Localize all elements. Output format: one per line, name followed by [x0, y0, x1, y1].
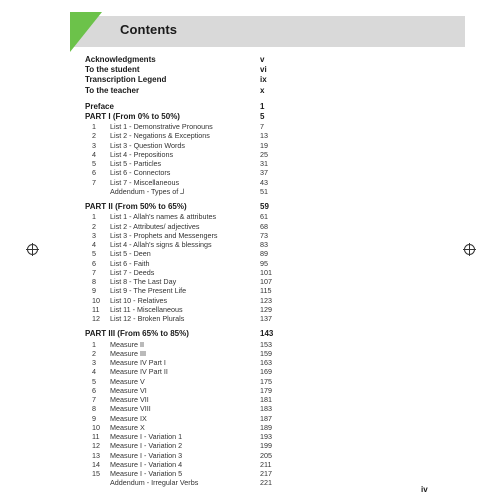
toc-row-page: 211: [260, 459, 272, 469]
page-number: iv: [421, 485, 428, 494]
toc-row: [0, 55, 500, 65]
toc-row-title: Measure V: [110, 376, 145, 386]
toc-row-page: 217: [260, 469, 272, 479]
toc-row-title: Acknowledgments: [85, 55, 156, 64]
toc-row-title: Transcription Legend: [85, 75, 167, 85]
toc-row-page: 115: [260, 286, 272, 296]
toc-row: [0, 65, 500, 75]
toc-row: [0, 75, 500, 85]
toc-row-page: 59: [260, 202, 269, 212]
toc-row-title: Measure IV Part II: [110, 367, 168, 377]
toc-row-page: 19: [260, 140, 268, 150]
toc-row-number: 6: [92, 258, 96, 268]
toc-row-title: Measure I - Variation 4: [110, 459, 183, 469]
toc-row: [0, 102, 500, 112]
toc-row-page: 25: [260, 149, 268, 159]
toc-row-title: Preface: [85, 101, 114, 111]
toc-row: [0, 86, 500, 96]
toc-row-number: 8: [92, 404, 96, 414]
toc-row-page: 137: [260, 314, 272, 324]
toc-row-page: vi: [260, 65, 267, 75]
toc-row-page: 31: [260, 159, 268, 169]
toc-row-title: Measure VI: [110, 385, 147, 395]
toc-row-title: List 3 - Prophets and Messengers: [110, 230, 218, 240]
toc-row-page: 107: [260, 277, 272, 287]
toc-row-number: 13: [92, 450, 100, 460]
toc-row-title: List 4 - Prepositions: [110, 149, 174, 159]
toc-row-number: 9: [92, 286, 96, 296]
toc-row-title: Measure IX: [110, 413, 147, 423]
toc-row-page: 68: [260, 221, 268, 231]
toc-row-title: List 1 - Allah's names & attributes: [110, 212, 217, 222]
toc-row-title: Measure I - Variation 3: [110, 450, 183, 460]
toc-row-title: PART II (From 50% to 65%): [85, 202, 187, 212]
toc-row-page: 89: [260, 249, 268, 259]
toc-row-title: List 5 - Particles: [110, 159, 162, 169]
toc-row-page: 153: [260, 339, 272, 349]
toc-row-title: List 1 - Demonstrative Pronouns: [110, 122, 213, 132]
toc-row-number: 12: [92, 314, 100, 324]
toc-row-title: Measure IV Part I: [110, 358, 166, 368]
toc-row-page: 129: [260, 304, 272, 314]
toc-row-title: List 2 - Attributes/ adjectives: [110, 221, 200, 231]
toc-row-title: PART III (From 65% to 85%): [85, 329, 189, 339]
toc-row-number: 15: [92, 469, 100, 479]
toc-row-title: Measure II: [110, 339, 144, 349]
toc-row-title: List 12 - Broken Plurals: [110, 314, 185, 324]
toc-row-title: List 3 - Question Words: [110, 140, 185, 150]
toc-row-title: Addendum - Irregular Verbs: [110, 478, 199, 488]
toc-row-title: To the student: [85, 65, 140, 75]
toc-row-number: 1: [92, 339, 96, 349]
toc-row-number: 12: [92, 441, 100, 451]
toc-row-number: 5: [92, 159, 96, 169]
toc-row-page: 205: [260, 450, 272, 460]
toc-row-title: Measure I - Variation 2: [110, 441, 183, 451]
registration-mark-icon: [464, 244, 475, 255]
toc-row-number: 9: [92, 413, 96, 423]
toc-row-page: 51: [260, 186, 268, 196]
toc-row-title: Measure I - Variation 5: [110, 469, 183, 479]
toc-row-title: List 7 - Deeds: [110, 267, 155, 277]
page-title: Contents: [120, 22, 178, 37]
toc-row-title: List 7 - Miscellaneous: [110, 177, 180, 187]
toc-row-page: 7: [260, 122, 264, 132]
toc-row-number: 2: [92, 348, 96, 358]
toc-row-number: 11: [92, 432, 100, 442]
toc-row: [0, 187, 500, 197]
toc-row-number: 4: [92, 149, 96, 159]
toc-row-page: 193: [260, 432, 272, 442]
toc-row-page: 221: [260, 478, 272, 488]
toc-row-number: 1: [92, 122, 96, 132]
registration-mark-icon: [27, 244, 38, 255]
toc-row-title: List 4 - Allah's signs & blessings: [110, 240, 212, 250]
toc-row-number: 10: [92, 422, 100, 432]
toc-row-title: List 6 - Faith: [110, 258, 150, 268]
toc-row-page: 43: [260, 177, 268, 187]
toc-row-page: v: [260, 55, 265, 64]
toc-row-title: List 6 - Connectors: [110, 168, 171, 178]
toc-row-page: 181: [260, 395, 272, 405]
toc-row-page: 1: [260, 101, 265, 111]
toc-row-number: 5: [92, 249, 96, 259]
toc-row-page: 169: [260, 367, 272, 377]
toc-row-page: 163: [260, 358, 272, 368]
toc-row-page: ix: [260, 75, 267, 85]
toc-row-number: 3: [92, 230, 96, 240]
toc-row-title: Addendum - Types of لـ: [110, 186, 185, 196]
toc-row-page: 143: [260, 329, 274, 339]
toc-row-page: 101: [260, 267, 272, 277]
toc-row-number: 6: [92, 385, 96, 395]
toc-row-number: 10: [92, 295, 100, 305]
toc-row-title: List 5 - Deen: [110, 249, 151, 259]
toc-row-page: 187: [260, 413, 272, 423]
toc-row-page: 83: [260, 240, 268, 250]
toc-row-title: Measure III: [110, 348, 146, 358]
toc-row-title: Measure VIII: [110, 404, 151, 414]
toc-row-page: 123: [260, 295, 272, 305]
toc-row-number: 11: [92, 304, 100, 314]
toc-row-page: 5: [260, 112, 265, 121]
toc-row-title: List 9 - The Present Life: [110, 286, 187, 296]
toc-row-title: List 11 - Miscellaneous: [110, 304, 183, 314]
toc-row-number: 8: [92, 277, 96, 287]
toc-row-number: 3: [92, 140, 96, 150]
toc-row-page: x: [260, 85, 265, 95]
toc-row-number: 5: [92, 376, 96, 386]
toc-row-title: List 8 - The Last Day: [110, 277, 177, 287]
toc-row-page: 179: [260, 385, 272, 395]
toc-row-title: List 2 - Negations & Exceptions: [110, 131, 210, 141]
toc-row-number: 1: [92, 212, 96, 222]
toc-row-page: 159: [260, 348, 272, 358]
toc-row-title: PART I (From 0% to 50%): [85, 112, 180, 121]
toc-row-title: Measure VII: [110, 395, 149, 405]
toc-row-page: 183: [260, 404, 272, 414]
toc-row-number: 4: [92, 240, 96, 250]
toc-row: [0, 202, 500, 212]
toc-row-number: 2: [92, 221, 96, 231]
toc-row-page: 189: [260, 422, 272, 432]
green-corner-accent: [70, 12, 102, 52]
toc-row-title: Measure X: [110, 422, 145, 432]
toc-row: [0, 314, 500, 324]
toc-row-page: 13: [260, 131, 268, 141]
toc-row-page: 175: [260, 376, 272, 386]
toc-row-number: 3: [92, 358, 96, 368]
toc-row-number: 6: [92, 168, 96, 178]
toc-row-number: 4: [92, 367, 96, 377]
toc-row-title: Measure I - Variation 1: [110, 432, 183, 442]
toc-row-number: 2: [92, 131, 96, 141]
toc-row-page: 37: [260, 168, 268, 178]
toc-row-number: 7: [92, 395, 96, 405]
toc-row-page: 95: [260, 258, 268, 268]
toc-row: [0, 112, 500, 122]
toc-row-title: List 10 - Relatives: [110, 295, 168, 305]
toc-row-page: 73: [260, 230, 268, 240]
toc-row-number: 14: [92, 459, 100, 469]
toc-row: [0, 329, 500, 339]
toc-row-number: 7: [92, 267, 96, 277]
toc-row-number: 7: [92, 177, 96, 187]
toc-row-page: 199: [260, 441, 272, 451]
toc-row-page: 61: [260, 212, 268, 222]
toc-row-title: To the teacher: [85, 85, 140, 95]
